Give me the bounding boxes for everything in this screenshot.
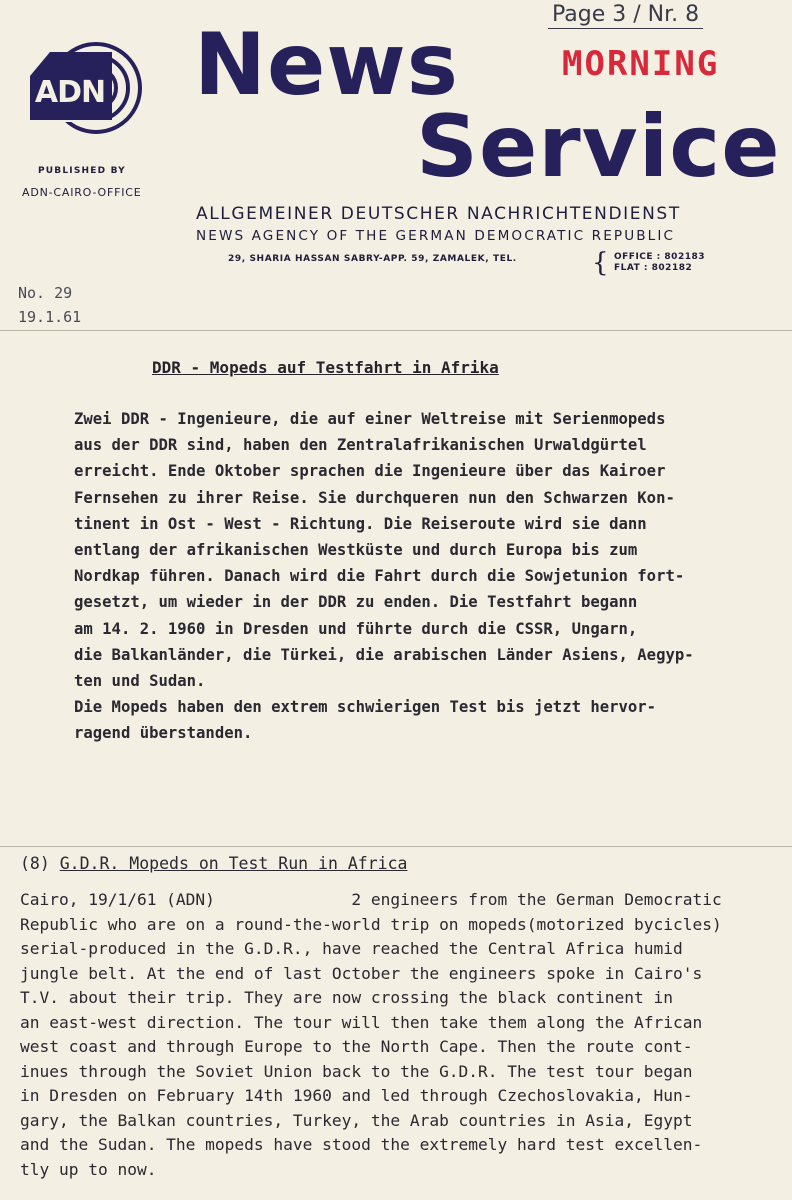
article-line: west coast and through Europe to the North Cape. Then the route cont- <box>20 1037 693 1056</box>
english-article-body <box>20 888 792 1182</box>
article-line: ragend überstanden. <box>74 724 253 743</box>
article-line: and the Sudan. The mopeds have stood the extremely hard test excellen- <box>20 1135 703 1154</box>
article-line: Nordkap führen. Danach wird die Fahrt durch die Sowjetunion fort- <box>74 567 685 586</box>
svg-text:ADN: ADN <box>34 75 106 110</box>
english-article-title: G.D.R. Mopeds on Test Run in Africa <box>59 854 408 873</box>
article-line: Republic who are on a round-the-world trip on mopeds(motorized bycicles) <box>20 914 722 934</box>
divider-line <box>0 330 792 331</box>
edition-label: MORNING <box>562 44 720 84</box>
german-article-body <box>74 406 784 747</box>
article-line: gesetzt, um wieder in der DDR zu enden. Die Testfahrt begann <box>74 593 638 612</box>
english-article-heading <box>20 854 407 873</box>
published-by-label: PUBLISHED BY <box>38 166 126 176</box>
agency-name-english: NEWS AGENCY OF THE GERMAN DEMOCRATIC REPUBLIC <box>196 228 676 244</box>
article-line: Zwei DDR - Ingenieure, die auf einer Weltreise mit Serienmopeds <box>74 410 666 428</box>
page-reference: Page 3 / Nr. 8 <box>548 2 703 29</box>
article-line: an east-west direction. The tour will then take them along the African <box>20 1012 703 1032</box>
divider-line <box>0 846 792 847</box>
article-line: entlang der afrikanischen Westküste und durch Europa bis zum <box>74 541 638 560</box>
article-line: T.V. about their trip. They are now crossing the black continent in <box>20 988 673 1007</box>
article-line: ten und Sudan. <box>74 672 206 691</box>
article-line: Die Mopeds haben den extrem schwierigen Test bis jetzt hervor- <box>74 698 657 717</box>
brace-glyph: { <box>592 248 609 278</box>
english-article-number: (8) <box>20 854 50 873</box>
phone-numbers <box>614 252 705 274</box>
adn-logo <box>26 36 152 140</box>
document-number: No. 29 <box>18 284 73 302</box>
article-line: in Dresden on February 14th 1960 and led through Czechoslovakia, Hun- <box>20 1086 693 1105</box>
article-line: aus der DDR sind, haben den Zentralafrikanischen Urwaldgürtel <box>74 436 647 455</box>
article-line: erreicht. Ende Oktober sprachen die Ingenieure über das Kairoer <box>74 462 666 481</box>
agency-name-german: ALLGEMEINER DEUTSCHER NACHRICHTENDIENST <box>196 204 681 224</box>
masthead-service: Service <box>416 97 781 197</box>
article-line: tinent in Ost - West - Richtung. Die Reiseroute wird sie dann <box>74 514 647 533</box>
article-line: tly up to now. <box>20 1159 157 1179</box>
article-line: inues through the Soviet Union back to the G.D.R. The test tour began <box>20 1061 693 1081</box>
article-line: Cairo, 19/1/61 (ADN) 2 engineers from the German Democratic <box>20 890 722 909</box>
article-line: gary, the Balkan countries, Turkey, the Arab countries in Asia, Egypt <box>20 1110 693 1130</box>
office-name: ADN-CAIRO-OFFICE <box>22 186 142 199</box>
german-article-title: DDR - Mopeds auf Testfahrt in Afrika <box>152 358 499 377</box>
phone-flat: FLAT : 802182 <box>614 263 693 273</box>
phone-office: OFFICE : 802183 <box>614 252 705 262</box>
office-address: 29, SHARIA HASSAN SABRY-APP. 59, ZAMALEK, TEL. <box>228 254 517 264</box>
document-date: 19.1.61 <box>18 308 82 326</box>
article-line: serial-produced in the G.D.R., have reached the Central Africa humid <box>20 939 683 958</box>
masthead-news: News <box>194 15 459 115</box>
article-line: am 14. 2. 1960 in Dresden und führte durch die CSSR, Ungarn, <box>74 619 638 638</box>
article-line: jungle belt. At the end of last October the engineers spoke in Cairo's <box>20 963 703 983</box>
article-line: Fernsehen zu ihrer Reise. Sie durchqueren nun den Schwarzen Kon- <box>74 488 675 507</box>
article-line: die Balkanländer, die Türkei, die arabischen Länder Asiens, Aegyp- <box>74 645 694 664</box>
